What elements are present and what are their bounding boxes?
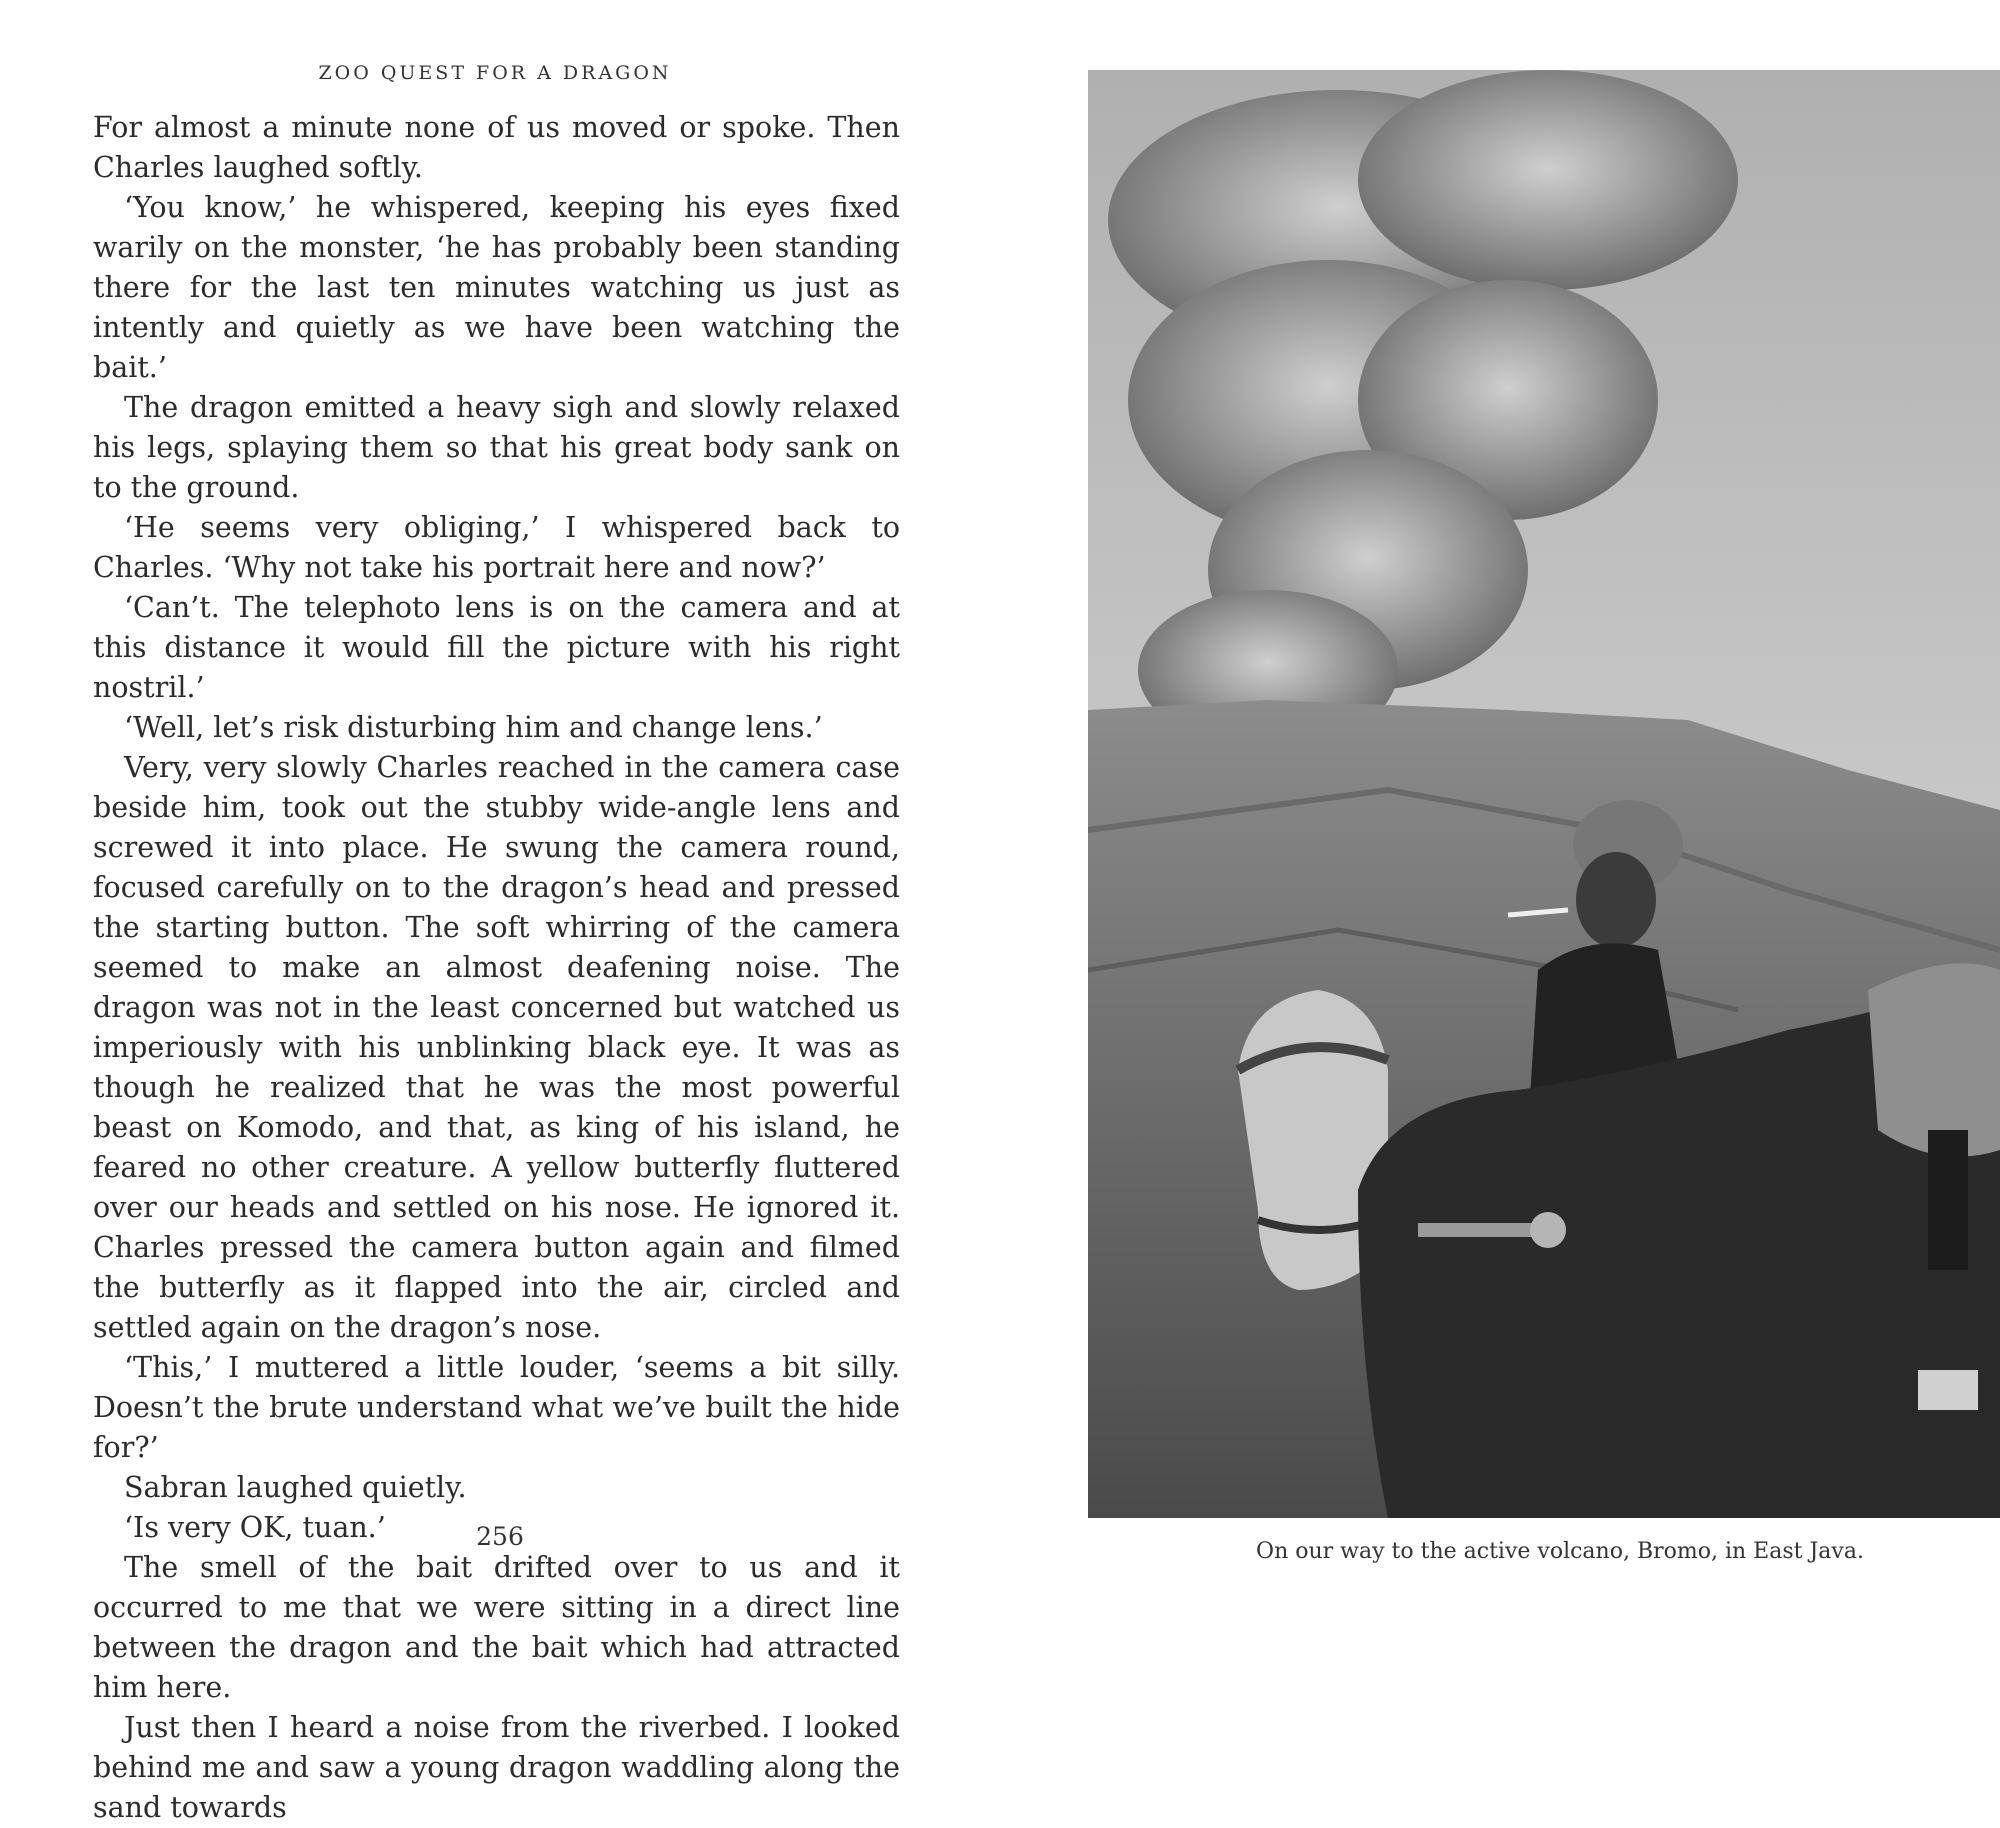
body-text xyxy=(93,108,900,1828)
paragraph: ‘You know,’ he whispered, keeping his eyes fixed warily on the monster, ‘he has probably been standing there for the last ten minutes watching us just as intently and quietly as we have been watching the bait.’ xyxy=(93,191,900,384)
paragraph: ‘Well, let’s risk disturbing him and change lens.’ xyxy=(124,711,823,744)
volcano-horse-photo xyxy=(1088,70,2000,1518)
page-number: 256 xyxy=(476,1522,524,1551)
paragraph: The dragon emitted a heavy sigh and slowly relaxed his legs, splaying them so that his great body sank on to the ground. xyxy=(93,391,900,504)
paragraph: Just then I heard a noise from the riverbed. I looked behind me and saw a young dragon waddling along the sand towards xyxy=(93,1711,900,1824)
paragraph: ‘Is very OK, tuan.’ xyxy=(124,1511,386,1544)
paragraph: The smell of the bait drifted over to us and it occurred to me that we were sitting in a direct line between the dragon and the bait which had attracted him here. xyxy=(93,1551,900,1704)
running-head: ZOO QUEST FOR A DRAGON xyxy=(318,62,672,84)
paragraph: Very, very slowly Charles reached in the camera case beside him, took out the stubby wide-angle lens and screwed it into place. He swung the camera round, focused carefully on to the dragon’s head and pressed the starting button. The soft whirring of the camera seemed to make an almost deafening noise. The dragon was not in the least concerned but watched us imperiously with his unblinking black eye. It was as though he realized that he was the most powerful beast on Komodo, and that, as king of his island, he feared no other creature. A yellow butterfly fluttered over our heads and settled on his nose. He ignored it. Charles pressed the camera button again and filmed the butterfly as it flapped into the air, circled and settled again on the dragon’s nose. xyxy=(93,751,900,1344)
paragraph: For almost a minute none of us moved or spoke. Then Charles laughed softly. xyxy=(93,111,900,184)
paragraph: ‘He seems very obliging,’ I whispered back to Charles. ‘Why not take his portrait here and now?’ xyxy=(93,511,900,584)
photo-illustration xyxy=(1088,70,2000,1518)
paragraph: Sabran laughed quietly. xyxy=(124,1471,467,1504)
paragraph: ‘This,’ I muttered a little louder, ‘seems a bit silly. Doesn’t the brute understand what we’ve built the hide for?’ xyxy=(93,1351,900,1464)
paragraph: ‘Can’t. The telephoto lens is on the camera and at this distance it would fill the picture with his right nostril.’ xyxy=(93,591,900,704)
photo-caption: On our way to the active volcano, Bromo, in East Java. xyxy=(1256,1539,1864,1564)
